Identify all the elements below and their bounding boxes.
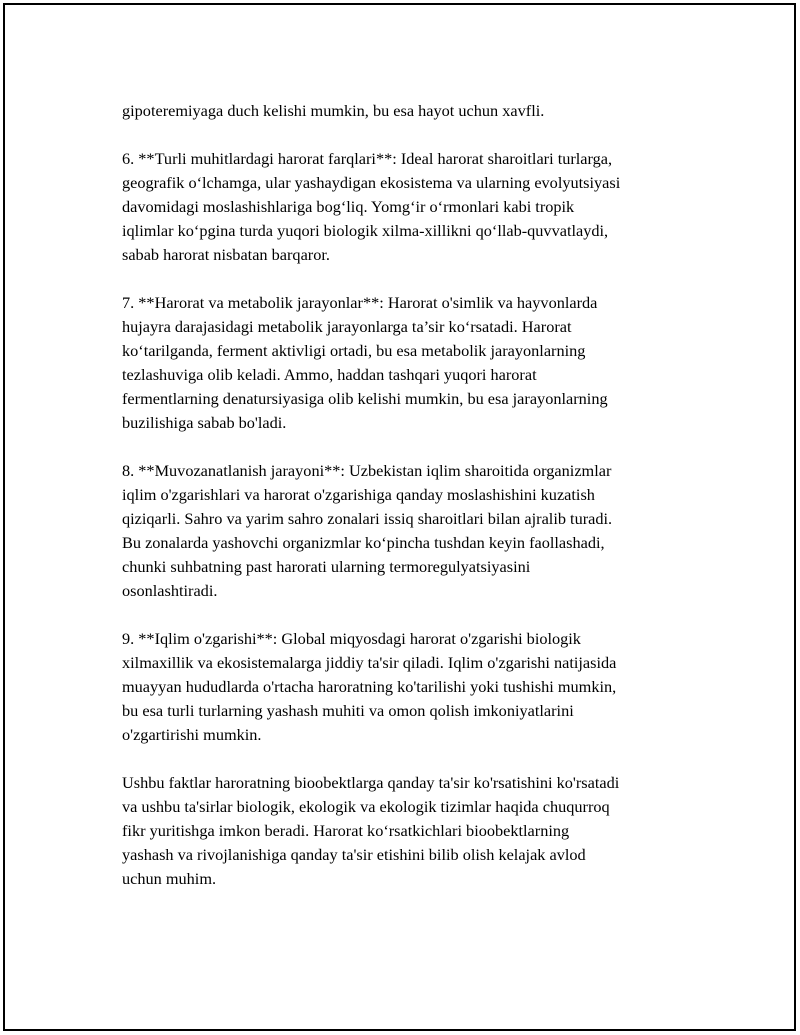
paragraph-item-8: 8. **Muvozanatlanish jarayoni**: Uzbekistan iqlim sharoitida organizmlar iqlim o'zgarishlari va harorat o'zgarishiga qanday moslashishini kuzatish qiziqarli. Sahro va yarim sahro zonalari issiq sharoitlari bilan ajralib turadi. Bu zonalarda yashovchi organizmlar ko‘pincha tushdan keyin faollashadi, chunki suhbatning past harorati ularning termoregulyatsiyasini osonlashtiradi.: [122, 461, 613, 600]
paragraph-conclusion: Ushbu faktlar haroratning bioobektlarga qanday ta'sir ko'rsatishini ko'rsatadi va ushbu ta'sirlar biologik, ekologik va ekologik tizimlar haqida chuqurroq fikr yuritishga imkon beradi. Harorat ko‘rsatkichlari bioobektlarning yashash va rivojlanishiga qanday ta'sir etishini bilib olish kelajak avlod uchun muhim.: [122, 773, 620, 888]
paragraph-intro-continuation: gipoteremiyaga duch kelishi mumkin, bu esa hayot uchun xavfli.: [122, 101, 545, 120]
paragraph-item-7: 7. **Harorat va metabolik jarayonlar**: Harorat o'simlik va hayvonlarda hujayra darajasidagi metabolik jarayonlarga ta’sir ko‘rsatadi. Harorat ko‘tarilganda, ferment aktivligi ortadi, bu esa metabolik jarayonlarning tezlashuviga olib keladi. Ammo, haddan tashqari yuqori harorat fermentlarning denatursiyasiga olib kelishi mumkin, bu esa jarayonlarning buzilishiga sabab bo'ladi.: [122, 293, 608, 432]
paragraph-item-9: 9. **Iqlim o'zgarishi**: Global miqyosdagi harorat o'zgarishi biologik xilmaxillik va ekosistemalarga jiddiy ta'sir qiladi. Iqlim o'zgarishi natijasida muayyan hududlarda o'rtacha haroratning ko'tarilishi yoki tushishi mumkin, bu esa turli turlarning yashash muhiti va omon qolish imkoniyatlarini o'zgartirishi mumkin.: [122, 629, 617, 744]
paragraph-item-6: 6. **Turli muhitlardagi harorat farqlari**: Ideal harorat sharoitlari turlarga, geografik o‘lchamga, ular yashaydigan ekosistema va ularning evolyutsiyasi davomidagi moslashishlariga bog‘liq. Yomg‘ir o‘rmonlari kabi tropik iqlimlar ko‘pgina turda yuqori biologik xilma-xillikni qo‘llab-quvvatlaydi, sabab harorat nisbatan barqaror.: [122, 149, 621, 264]
page-frame: [3, 3, 796, 1031]
document-body: [122, 99, 702, 915]
